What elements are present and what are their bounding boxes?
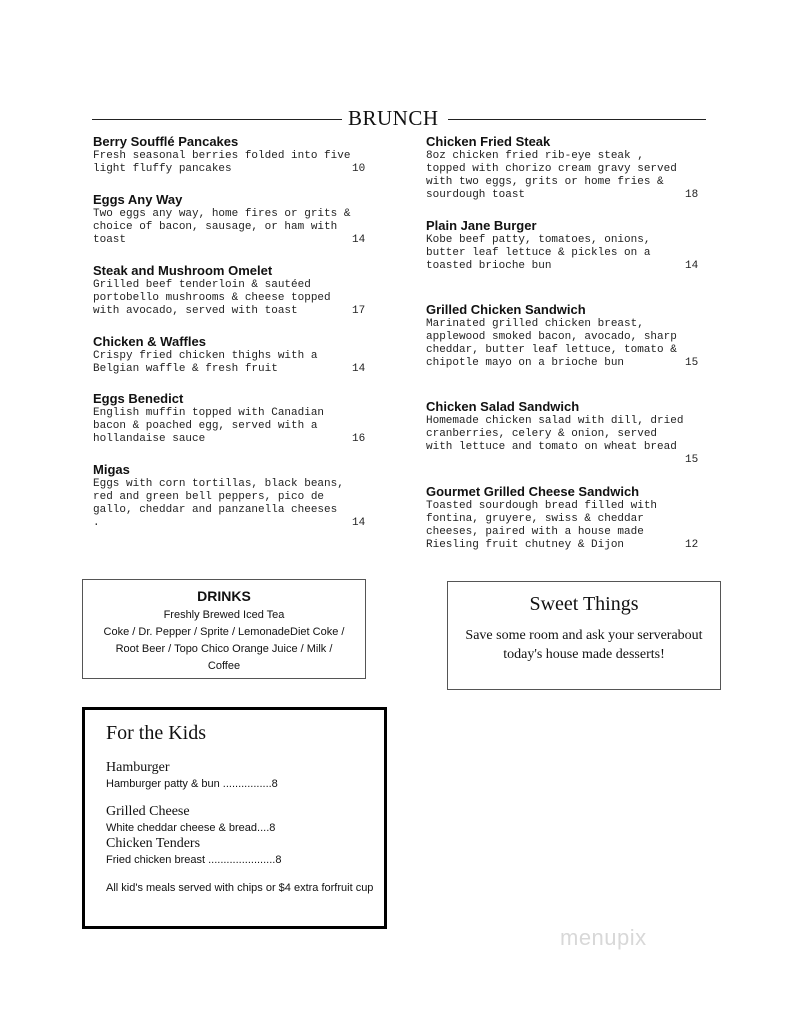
kids-item-name: Hamburger (106, 760, 170, 775)
item-description: Two eggs any way, home fires or grits & choice of bacon, sausage, or ham with toast (93, 208, 351, 246)
item-name: Grilled Chicken Sandwich (426, 302, 586, 317)
menu-item (426, 302, 706, 370)
kids-title: For the Kids (106, 722, 206, 744)
item-price: 15 (685, 454, 699, 466)
menu-item (93, 462, 368, 530)
menu-item (93, 334, 368, 376)
item-name: Chicken Salad Sandwich (426, 399, 580, 414)
item-description: Eggs with corn tortillas, black beans, red and green bell peppers, pico de gallo, cheddar and panzanella cheeses . (93, 478, 344, 529)
sweet-things-box (447, 581, 721, 690)
item-name: Steak and Mushroom Omelet (93, 263, 273, 278)
menu-item (93, 192, 368, 247)
item-name: Eggs Any Way (93, 192, 183, 207)
item-description: Kobe beef patty, tomatoes, onions, butter leaf lettuce & pickles on a toasted brioche bun (426, 234, 651, 272)
drinks-line: Root Beer / Topo Chico Orange Juice / Milk / (115, 643, 333, 655)
item-price: 14 (352, 363, 366, 375)
item-description: English muffin topped with Canadian bacon & poached egg, served with a hollandaise sauce (93, 407, 325, 445)
drinks-title: DRINKS (197, 588, 251, 604)
drinks-line: Coke / Dr. Pepper / Sprite / LemonadeDiet Coke / (103, 626, 345, 638)
kids-item-name: Chicken Tenders (106, 836, 201, 851)
menu-item (426, 399, 706, 466)
item-price: 14 (685, 260, 699, 272)
menu-item (93, 134, 368, 176)
item-price: 10 (352, 163, 366, 175)
item-name: Plain Jane Burger (426, 218, 537, 233)
item-description: Homemade chicken salad with dill, dried cranberries, celery & onion, served with lettuce and tomato on wheat bread (426, 415, 684, 453)
drinks-line: Coffee (207, 660, 241, 672)
menu-item (426, 484, 706, 552)
item-price: 17 (352, 305, 366, 317)
item-price: 18 (685, 189, 699, 201)
item-name: Berry Soufflé Pancakes (93, 134, 239, 149)
item-description: 8oz chicken fried rib-eye steak , topped with chorizo cream gravy served with two eggs, grits or home fries & sourdough toast (426, 150, 677, 201)
kids-item-name: Grilled Cheese (106, 804, 190, 819)
item-name: Chicken Fried Steak (426, 134, 551, 149)
item-price: 12 (685, 539, 699, 551)
kids-item-description: Fried chicken breast ......................8 (106, 854, 282, 866)
item-price: 14 (352, 517, 366, 529)
header-rule-right (448, 119, 706, 120)
kids-menu-box (82, 707, 387, 929)
kids-note: All kid's meals served with chips or $4 extra forfruit cup (106, 882, 374, 894)
kids-item-description: White cheddar cheese & bread....8 (106, 822, 276, 834)
menu-item (426, 134, 706, 202)
sweet-things-title: Sweet Things (529, 593, 639, 615)
item-price: 15 (685, 357, 699, 369)
item-name: Gourmet Grilled Cheese Sandwich (426, 484, 640, 499)
item-description: Grilled beef tenderloin & sautéed portobello mushrooms & cheese topped with avocado, served with toast (93, 279, 331, 317)
menu-item (93, 263, 368, 318)
item-price: 14 (352, 234, 366, 246)
header-rule-left (92, 119, 342, 120)
page-title: BRUNCH (348, 106, 439, 130)
item-description: Fresh seasonal berries folded into five light fluffy pancakes (93, 150, 351, 175)
item-name: Eggs Benedict (93, 391, 184, 406)
drinks-line: Freshly Brewed Iced Tea (163, 609, 285, 621)
item-name: Migas (93, 462, 130, 477)
kids-item-description: Hamburger patty & bun ................8 (106, 778, 278, 790)
drinks-box (82, 579, 366, 679)
item-price: 16 (352, 433, 366, 445)
sweet-things-text: Save some room and ask your serverabout today's house made desserts! (465, 628, 703, 662)
item-description: Marinated grilled chicken breast, applewood smoked bacon, avocado, sharp cheddar, butter leaf lettuce, tomato & chipotle mayo on a brioche bun (426, 318, 677, 369)
watermark: menupix (560, 925, 647, 950)
menu-item (93, 391, 368, 446)
item-description: Crispy fried chicken thighs with a Belgian waffle & fresh fruit (93, 350, 318, 375)
menu-item (426, 218, 706, 273)
item-name: Chicken & Waffles (93, 334, 206, 349)
item-description: Toasted sourdough bread filled with fontina, gruyere, swiss & cheddar cheeses, paired with a house made Riesling fruit chutney & Dijon (426, 500, 658, 551)
